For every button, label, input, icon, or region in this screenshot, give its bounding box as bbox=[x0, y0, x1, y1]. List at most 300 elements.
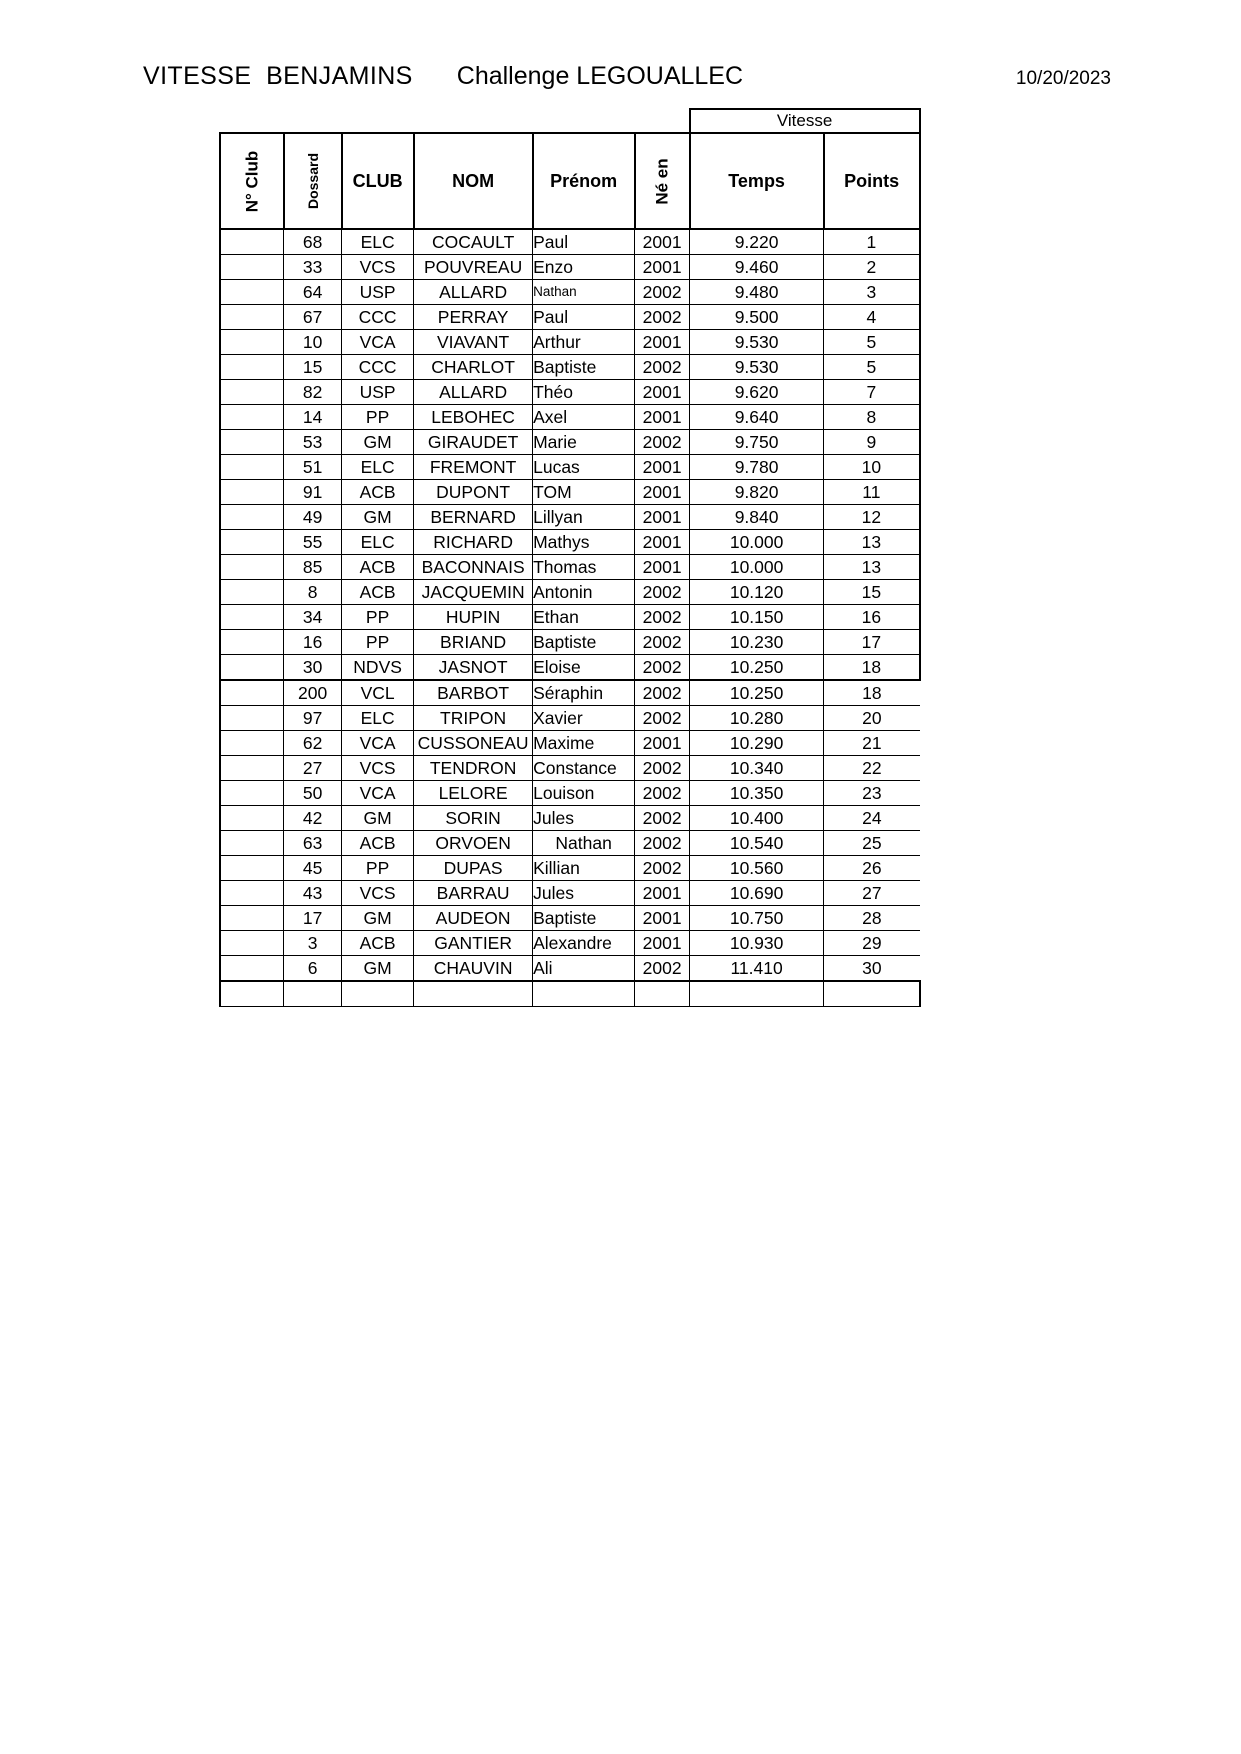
cell-club: USP bbox=[342, 280, 414, 305]
cell-prenom: Baptiste bbox=[533, 630, 635, 655]
cell-ne-en: 2002 bbox=[635, 806, 690, 831]
cell-prenom: Marie bbox=[533, 430, 635, 455]
results-table bbox=[219, 108, 921, 1007]
cell-dossard: 49 bbox=[284, 505, 342, 530]
cell-dossard: 34 bbox=[284, 605, 342, 630]
cell-points: 4 bbox=[824, 305, 920, 330]
cell-dossard: 64 bbox=[284, 280, 342, 305]
table-header-row bbox=[220, 133, 920, 229]
cell-club: ACB bbox=[342, 480, 414, 505]
cell-points: 23 bbox=[824, 781, 920, 806]
cell-ne-en: 2002 bbox=[635, 580, 690, 605]
cell-nom: AUDEON bbox=[414, 906, 533, 931]
cell-club: GM bbox=[342, 906, 414, 931]
cell-club: VCS bbox=[342, 881, 414, 906]
cell-n-club bbox=[220, 330, 284, 355]
table-row bbox=[220, 756, 920, 781]
cell-prenom: Constance bbox=[533, 756, 635, 781]
column-header-club: CLUB bbox=[342, 133, 414, 229]
table-row bbox=[220, 380, 920, 405]
cell-prenom: Killian bbox=[533, 856, 635, 881]
page-title: VITESSE BENJAMINS bbox=[143, 62, 413, 90]
table-row bbox=[220, 931, 920, 956]
cell-temps: 10.120 bbox=[690, 580, 824, 605]
cell-ne-en: 2002 bbox=[635, 630, 690, 655]
column-header-ne-en-label: Né en bbox=[652, 157, 672, 205]
cell-points: 28 bbox=[824, 906, 920, 931]
cell-points: 11 bbox=[824, 480, 920, 505]
table-row bbox=[220, 856, 920, 881]
cell-nom: BRIAND bbox=[414, 630, 533, 655]
cell-nom: BERNARD bbox=[414, 505, 533, 530]
cell-ne-en: 2002 bbox=[635, 680, 690, 706]
group-spacer bbox=[284, 109, 342, 133]
cell-dossard: 43 bbox=[284, 881, 342, 906]
cell-dossard: 200 bbox=[284, 680, 342, 706]
cell-n-club bbox=[220, 655, 284, 681]
cell-nom: VIAVANT bbox=[414, 330, 533, 355]
cell-blank bbox=[533, 981, 635, 1006]
cell-dossard: 68 bbox=[284, 229, 342, 255]
cell-temps: 10.350 bbox=[690, 781, 824, 806]
table-row bbox=[220, 555, 920, 580]
cell-dossard: 42 bbox=[284, 806, 342, 831]
cell-club: ACB bbox=[342, 931, 414, 956]
cell-club: VCA bbox=[342, 731, 414, 756]
table-body bbox=[220, 229, 920, 1006]
cell-dossard: 91 bbox=[284, 480, 342, 505]
cell-prenom: Thomas bbox=[533, 555, 635, 580]
column-header-nom: NOM bbox=[414, 133, 533, 229]
cell-prenom: Enzo bbox=[533, 255, 635, 280]
table-row bbox=[220, 405, 920, 430]
cell-nom: PERRAY bbox=[414, 305, 533, 330]
cell-points: 18 bbox=[824, 680, 920, 706]
cell-n-club bbox=[220, 956, 284, 982]
cell-temps: 10.750 bbox=[690, 906, 824, 931]
cell-prenom: Eloise bbox=[533, 655, 635, 681]
column-header-ne-en bbox=[635, 133, 690, 229]
cell-n-club bbox=[220, 355, 284, 380]
cell-nom: ALLARD bbox=[414, 380, 533, 405]
cell-prenom: Ethan bbox=[533, 605, 635, 630]
table-row bbox=[220, 530, 920, 555]
cell-dossard: 82 bbox=[284, 380, 342, 405]
cell-n-club bbox=[220, 906, 284, 931]
group-spacer bbox=[635, 109, 690, 133]
cell-ne-en: 2002 bbox=[635, 706, 690, 731]
cell-n-club bbox=[220, 430, 284, 455]
cell-nom: BARRAU bbox=[414, 881, 533, 906]
cell-prenom: Alexandre bbox=[533, 931, 635, 956]
cell-temps: 10.230 bbox=[690, 630, 824, 655]
cell-club: ACB bbox=[342, 831, 414, 856]
cell-ne-en: 2001 bbox=[635, 906, 690, 931]
cell-club: GM bbox=[342, 956, 414, 982]
cell-n-club bbox=[220, 229, 284, 255]
cell-temps: 10.690 bbox=[690, 881, 824, 906]
cell-club: PP bbox=[342, 405, 414, 430]
cell-n-club bbox=[220, 756, 284, 781]
cell-dossard: 33 bbox=[284, 255, 342, 280]
cell-points: 5 bbox=[824, 355, 920, 380]
cell-club: USP bbox=[342, 380, 414, 405]
cell-blank bbox=[635, 981, 690, 1006]
cell-prenom: Louison bbox=[533, 781, 635, 806]
cell-ne-en: 2001 bbox=[635, 931, 690, 956]
cell-prenom: Paul bbox=[533, 229, 635, 255]
group-spacer bbox=[342, 109, 414, 133]
cell-temps: 10.150 bbox=[690, 605, 824, 630]
cell-club: ELC bbox=[342, 229, 414, 255]
cell-nom: POUVREAU bbox=[414, 255, 533, 280]
cell-nom: COCAULT bbox=[414, 229, 533, 255]
cell-club: ELC bbox=[342, 455, 414, 480]
cell-ne-en: 2001 bbox=[635, 330, 690, 355]
cell-temps: 9.620 bbox=[690, 380, 824, 405]
cell-temps: 10.340 bbox=[690, 756, 824, 781]
column-header-prenom: Prénom bbox=[533, 133, 635, 229]
cell-dossard: 67 bbox=[284, 305, 342, 330]
cell-points: 22 bbox=[824, 756, 920, 781]
cell-points: 29 bbox=[824, 931, 920, 956]
cell-n-club bbox=[220, 680, 284, 706]
cell-points: 3 bbox=[824, 280, 920, 305]
cell-nom: CHAUVIN bbox=[414, 956, 533, 982]
cell-club: ELC bbox=[342, 530, 414, 555]
cell-points: 9 bbox=[824, 430, 920, 455]
cell-ne-en: 2002 bbox=[635, 605, 690, 630]
cell-dossard: 62 bbox=[284, 731, 342, 756]
cell-prenom: Lillyan bbox=[533, 505, 635, 530]
results-sheet bbox=[219, 108, 921, 1007]
cell-n-club bbox=[220, 380, 284, 405]
cell-nom: LELORE bbox=[414, 781, 533, 806]
cell-ne-en: 2002 bbox=[635, 956, 690, 982]
cell-club: VCS bbox=[342, 255, 414, 280]
group-spacer bbox=[414, 109, 533, 133]
cell-club: VCS bbox=[342, 756, 414, 781]
table-row-blank bbox=[220, 981, 920, 1006]
cell-blank bbox=[824, 981, 920, 1006]
cell-prenom: Nathan bbox=[533, 280, 635, 305]
cell-temps: 9.530 bbox=[690, 355, 824, 380]
cell-dossard: 45 bbox=[284, 856, 342, 881]
cell-ne-en: 2002 bbox=[635, 756, 690, 781]
column-header-n-club bbox=[220, 133, 284, 229]
column-header-temps: Temps bbox=[690, 133, 824, 229]
cell-nom: JACQUEMIN bbox=[414, 580, 533, 605]
cell-n-club bbox=[220, 505, 284, 530]
cell-club: CCC bbox=[342, 305, 414, 330]
cell-temps: 10.400 bbox=[690, 806, 824, 831]
cell-nom: ORVOEN bbox=[414, 831, 533, 856]
cell-prenom: Ali bbox=[533, 956, 635, 982]
cell-prenom: TOM bbox=[533, 480, 635, 505]
cell-club: ACB bbox=[342, 580, 414, 605]
cell-n-club bbox=[220, 630, 284, 655]
cell-n-club bbox=[220, 580, 284, 605]
cell-n-club bbox=[220, 405, 284, 430]
cell-points: 27 bbox=[824, 881, 920, 906]
cell-n-club bbox=[220, 831, 284, 856]
cell-prenom: Baptiste bbox=[533, 355, 635, 380]
cell-dossard: 17 bbox=[284, 906, 342, 931]
cell-temps: 9.220 bbox=[690, 229, 824, 255]
cell-temps: 9.750 bbox=[690, 430, 824, 455]
cell-n-club bbox=[220, 280, 284, 305]
cell-points: 26 bbox=[824, 856, 920, 881]
table-row bbox=[220, 680, 920, 706]
cell-blank bbox=[220, 981, 284, 1006]
cell-n-club bbox=[220, 455, 284, 480]
cell-n-club bbox=[220, 305, 284, 330]
table-row bbox=[220, 280, 920, 305]
cell-prenom: Théo bbox=[533, 380, 635, 405]
table-row bbox=[220, 455, 920, 480]
group-header-vitesse: Vitesse bbox=[690, 109, 920, 133]
cell-ne-en: 2001 bbox=[635, 505, 690, 530]
cell-n-club bbox=[220, 806, 284, 831]
cell-temps: 9.780 bbox=[690, 455, 824, 480]
cell-n-club bbox=[220, 731, 284, 756]
cell-nom: TENDRON bbox=[414, 756, 533, 781]
cell-nom: CHARLOT bbox=[414, 355, 533, 380]
cell-prenom: Maxime bbox=[533, 731, 635, 756]
table-row bbox=[220, 355, 920, 380]
cell-blank bbox=[690, 981, 824, 1006]
cell-temps: 10.250 bbox=[690, 680, 824, 706]
table-row bbox=[220, 580, 920, 605]
cell-dossard: 6 bbox=[284, 956, 342, 982]
cell-nom: JASNOT bbox=[414, 655, 533, 681]
cell-prenom: Baptiste bbox=[533, 906, 635, 931]
cell-temps: 10.540 bbox=[690, 831, 824, 856]
cell-points: 20 bbox=[824, 706, 920, 731]
table-row bbox=[220, 229, 920, 255]
table-row bbox=[220, 305, 920, 330]
cell-club: CCC bbox=[342, 355, 414, 380]
cell-dossard: 97 bbox=[284, 706, 342, 731]
cell-ne-en: 2002 bbox=[635, 856, 690, 881]
cell-club: NDVS bbox=[342, 655, 414, 681]
cell-club: VCA bbox=[342, 330, 414, 355]
cell-prenom: Nathan bbox=[533, 831, 635, 856]
cell-nom: GIRAUDET bbox=[414, 430, 533, 455]
cell-n-club bbox=[220, 480, 284, 505]
cell-nom: HUPIN bbox=[414, 605, 533, 630]
table-row bbox=[220, 781, 920, 806]
cell-n-club bbox=[220, 931, 284, 956]
group-header-row bbox=[220, 109, 920, 133]
cell-ne-en: 2001 bbox=[635, 881, 690, 906]
cell-points: 25 bbox=[824, 831, 920, 856]
cell-prenom: Axel bbox=[533, 405, 635, 430]
table-row bbox=[220, 330, 920, 355]
cell-nom: TRIPON bbox=[414, 706, 533, 731]
cell-points: 5 bbox=[824, 330, 920, 355]
cell-points: 16 bbox=[824, 605, 920, 630]
cell-dossard: 30 bbox=[284, 655, 342, 681]
cell-points: 21 bbox=[824, 731, 920, 756]
cell-dossard: 63 bbox=[284, 831, 342, 856]
table-row bbox=[220, 480, 920, 505]
cell-temps: 9.640 bbox=[690, 405, 824, 430]
cell-n-club bbox=[220, 781, 284, 806]
cell-temps: 10.250 bbox=[690, 655, 824, 681]
cell-prenom: Arthur bbox=[533, 330, 635, 355]
cell-ne-en: 2002 bbox=[635, 831, 690, 856]
cell-dossard: 10 bbox=[284, 330, 342, 355]
cell-points: 8 bbox=[824, 405, 920, 430]
table-row bbox=[220, 906, 920, 931]
cell-points: 10 bbox=[824, 455, 920, 480]
table-row bbox=[220, 881, 920, 906]
group-spacer bbox=[533, 109, 635, 133]
cell-n-club bbox=[220, 255, 284, 280]
cell-nom: RICHARD bbox=[414, 530, 533, 555]
page-header bbox=[143, 62, 1111, 96]
cell-ne-en: 2002 bbox=[635, 355, 690, 380]
table-row bbox=[220, 255, 920, 280]
table-row bbox=[220, 655, 920, 681]
cell-points: 17 bbox=[824, 630, 920, 655]
cell-temps: 11.410 bbox=[690, 956, 824, 982]
group-spacer bbox=[220, 109, 284, 133]
cell-n-club bbox=[220, 530, 284, 555]
table-row bbox=[220, 731, 920, 756]
cell-ne-en: 2001 bbox=[635, 480, 690, 505]
cell-nom: GANTIER bbox=[414, 931, 533, 956]
cell-prenom: Mathys bbox=[533, 530, 635, 555]
cell-points: 30 bbox=[824, 956, 920, 982]
cell-n-club bbox=[220, 881, 284, 906]
column-header-dossard-label: Dossard bbox=[304, 152, 321, 210]
cell-ne-en: 2001 bbox=[635, 380, 690, 405]
cell-dossard: 51 bbox=[284, 455, 342, 480]
cell-ne-en: 2001 bbox=[635, 530, 690, 555]
cell-dossard: 27 bbox=[284, 756, 342, 781]
cell-points: 1 bbox=[824, 229, 920, 255]
cell-points: 13 bbox=[824, 555, 920, 580]
cell-prenom: Lucas bbox=[533, 455, 635, 480]
cell-dossard: 85 bbox=[284, 555, 342, 580]
cell-points: 2 bbox=[824, 255, 920, 280]
table-row bbox=[220, 806, 920, 831]
column-header-dossard bbox=[284, 133, 342, 229]
cell-prenom: Antonin bbox=[533, 580, 635, 605]
cell-temps: 10.000 bbox=[690, 530, 824, 555]
cell-club: GM bbox=[342, 430, 414, 455]
cell-temps: 9.480 bbox=[690, 280, 824, 305]
cell-nom: DUPAS bbox=[414, 856, 533, 881]
cell-ne-en: 2001 bbox=[635, 255, 690, 280]
cell-blank bbox=[414, 981, 533, 1006]
cell-dossard: 55 bbox=[284, 530, 342, 555]
cell-nom: LEBOHEC bbox=[414, 405, 533, 430]
cell-dossard: 53 bbox=[284, 430, 342, 455]
cell-prenom: Xavier bbox=[533, 706, 635, 731]
cell-nom: ALLARD bbox=[414, 280, 533, 305]
cell-temps: 10.930 bbox=[690, 931, 824, 956]
cell-dossard: 50 bbox=[284, 781, 342, 806]
cell-dossard: 3 bbox=[284, 931, 342, 956]
cell-n-club bbox=[220, 605, 284, 630]
cell-club: PP bbox=[342, 630, 414, 655]
cell-dossard: 8 bbox=[284, 580, 342, 605]
cell-blank bbox=[342, 981, 414, 1006]
column-header-points: Points bbox=[824, 133, 920, 229]
cell-club: GM bbox=[342, 806, 414, 831]
cell-temps: 10.560 bbox=[690, 856, 824, 881]
cell-temps: 10.290 bbox=[690, 731, 824, 756]
table-row bbox=[220, 956, 920, 982]
table-row bbox=[220, 706, 920, 731]
cell-ne-en: 2001 bbox=[635, 229, 690, 255]
cell-prenom: Jules bbox=[533, 881, 635, 906]
cell-ne-en: 2001 bbox=[635, 555, 690, 580]
cell-points: 24 bbox=[824, 806, 920, 831]
table-row bbox=[220, 505, 920, 530]
cell-ne-en: 2002 bbox=[635, 655, 690, 681]
cell-n-club bbox=[220, 856, 284, 881]
cell-temps: 9.460 bbox=[690, 255, 824, 280]
cell-temps: 10.000 bbox=[690, 555, 824, 580]
cell-club: VCL bbox=[342, 680, 414, 706]
cell-ne-en: 2002 bbox=[635, 280, 690, 305]
cell-prenom: Séraphin bbox=[533, 680, 635, 706]
cell-club: GM bbox=[342, 505, 414, 530]
cell-nom: DUPONT bbox=[414, 480, 533, 505]
table-row bbox=[220, 630, 920, 655]
cell-nom: BARBOT bbox=[414, 680, 533, 706]
cell-points: 12 bbox=[824, 505, 920, 530]
cell-points: 18 bbox=[824, 655, 920, 681]
cell-ne-en: 2001 bbox=[635, 405, 690, 430]
cell-points: 13 bbox=[824, 530, 920, 555]
cell-dossard: 15 bbox=[284, 355, 342, 380]
cell-dossard: 14 bbox=[284, 405, 342, 430]
column-header-n-club-label: N° Club bbox=[242, 150, 262, 212]
cell-nom: SORIN bbox=[414, 806, 533, 831]
cell-ne-en: 2002 bbox=[635, 305, 690, 330]
cell-nom: BACONNAIS bbox=[414, 555, 533, 580]
page-subtitle: Challenge LEGOUALLEC bbox=[456, 62, 744, 90]
document-date: 10/20/2023 bbox=[1015, 68, 1111, 89]
cell-ne-en: 2001 bbox=[635, 731, 690, 756]
cell-club: PP bbox=[342, 856, 414, 881]
cell-blank bbox=[284, 981, 342, 1006]
cell-temps: 9.820 bbox=[690, 480, 824, 505]
table-row bbox=[220, 430, 920, 455]
table-row bbox=[220, 605, 920, 630]
cell-ne-en: 2002 bbox=[635, 430, 690, 455]
cell-n-club bbox=[220, 555, 284, 580]
cell-prenom: Jules bbox=[533, 806, 635, 831]
cell-temps: 10.280 bbox=[690, 706, 824, 731]
cell-club: ELC bbox=[342, 706, 414, 731]
cell-nom: CUSSONEAU bbox=[414, 731, 533, 756]
cell-ne-en: 2002 bbox=[635, 781, 690, 806]
cell-points: 15 bbox=[824, 580, 920, 605]
cell-points: 7 bbox=[824, 380, 920, 405]
cell-ne-en: 2001 bbox=[635, 455, 690, 480]
cell-prenom: Paul bbox=[533, 305, 635, 330]
cell-temps: 9.840 bbox=[690, 505, 824, 530]
cell-club: ACB bbox=[342, 555, 414, 580]
cell-temps: 9.530 bbox=[690, 330, 824, 355]
table-row bbox=[220, 831, 920, 856]
